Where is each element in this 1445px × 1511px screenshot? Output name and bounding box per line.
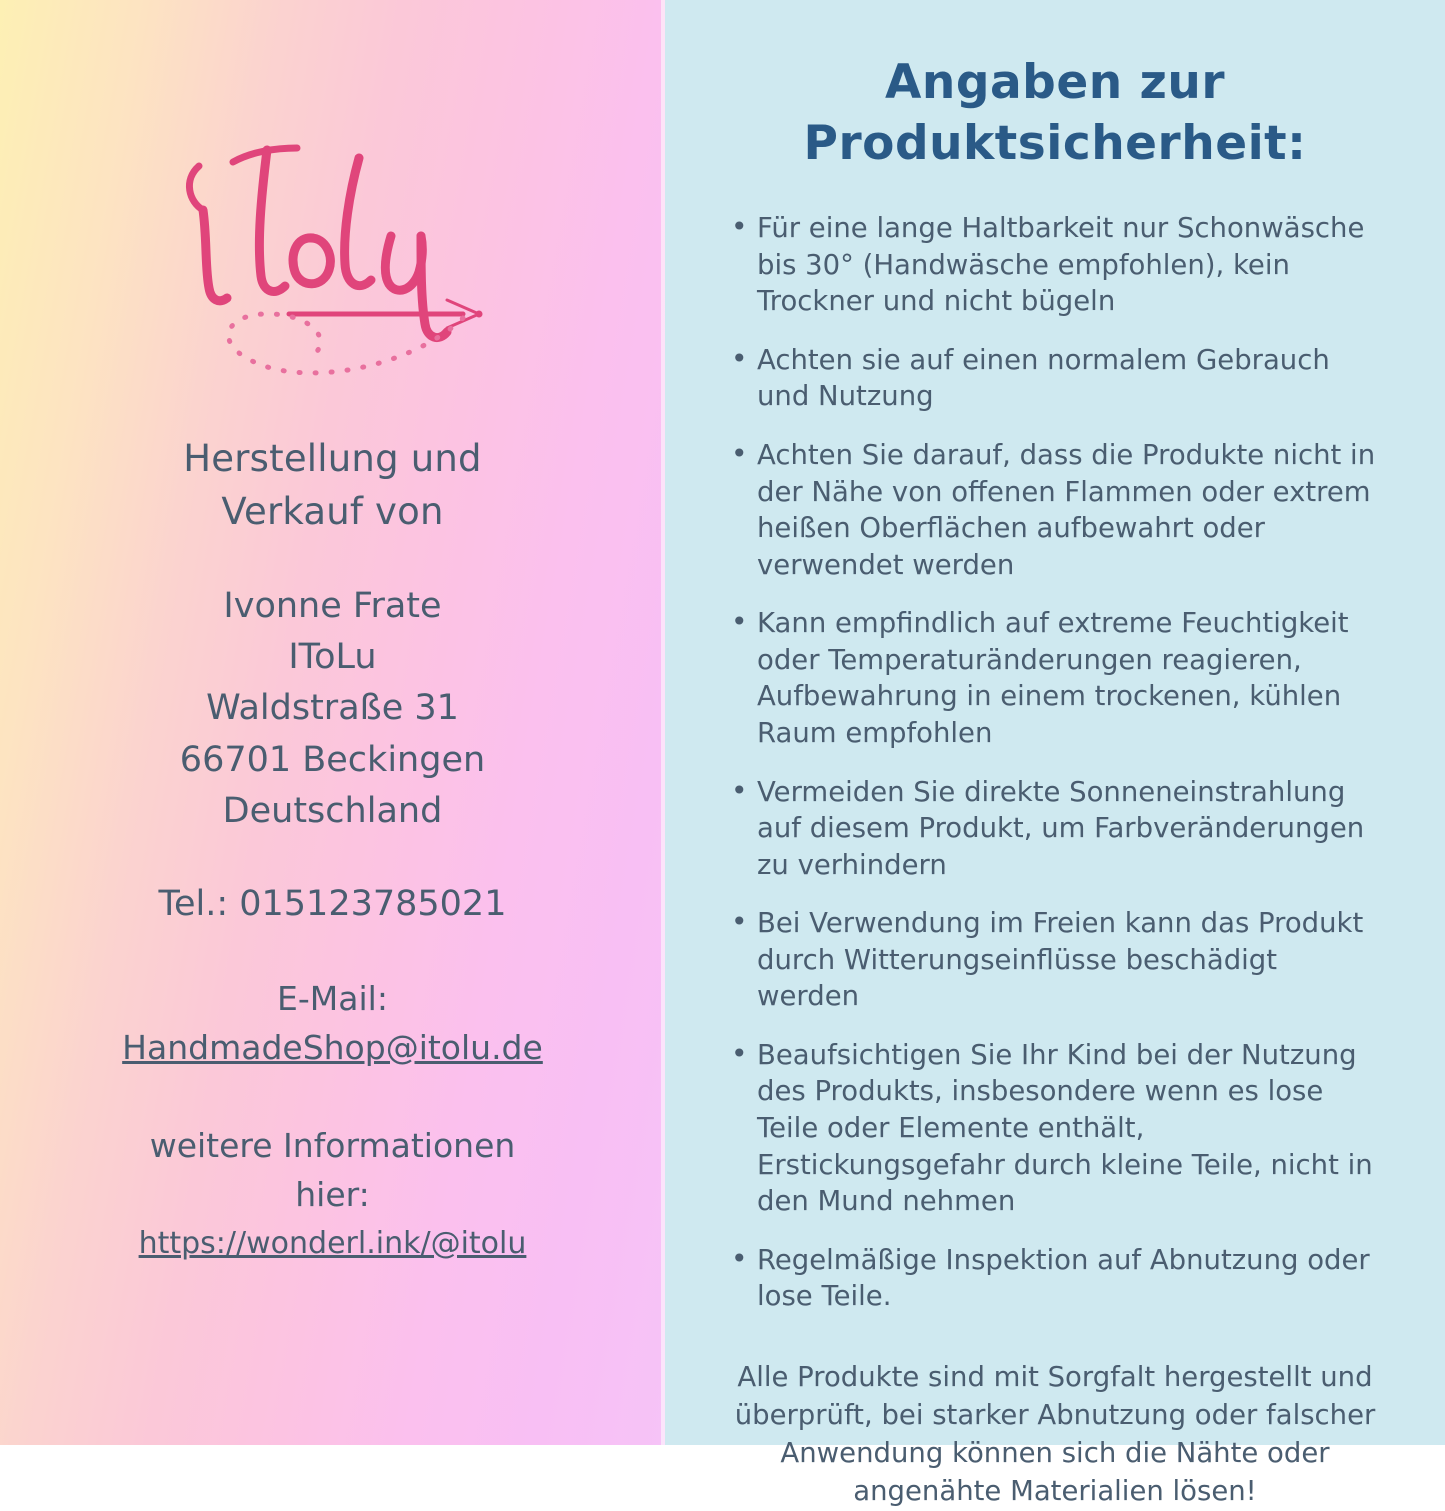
seller-text-block	[122, 432, 543, 1261]
more-info-line-1: weitere Informationen	[149, 1125, 516, 1165]
safety-bullet-list	[727, 210, 1383, 1315]
list-item: • Achten sie auf einen normalem Gebrauch und Nutzung	[727, 342, 1383, 415]
list-item: • Bei Verwendung im Freien kann das Produkt durch Witterungseinflüsse beschädigt werden	[727, 905, 1383, 1015]
made-by-line-1: Herstellung und	[183, 437, 482, 480]
address-line: Waldstraße 31	[206, 688, 459, 729]
safety-title-line-1: Angaben zur	[884, 55, 1226, 110]
list-item: • Regelmäßige Inspektion auf Abnutzung oder lose Teile.	[727, 1242, 1383, 1315]
list-item: • Für eine lange Haltbarkeit nur Schonwäsche bis 30° (Handwäsche empfohlen), kein Trockner und nicht bügeln	[727, 210, 1383, 320]
itolu-logo	[163, 118, 503, 388]
email-link[interactable]: HandmadeShop@itolu.de	[122, 1028, 543, 1068]
seller-address	[122, 581, 543, 838]
list-item: • Vermeiden Sie direkte Sonneneinstrahlung auf diesem Produkt, um Farbveränderungen zu verhindern	[727, 774, 1383, 884]
address-line: Deutschland	[222, 791, 443, 832]
safety-footnote: Alle Produkte sind mit Sorgfalt hergestellt und überprüft, bei starker Abnutzung oder falscher Anwendung können sich die Nähte oder angenähte Materialien lösen!	[734, 1360, 1376, 1507]
safety-title-line-2: Produktsicherheit:	[803, 116, 1307, 172]
list-item: • Beaufsichtigen Sie Ihr Kind bei der Nutzung des Produkts, insbesondere wenn es lose Teile oder Elemente enthält, Erstickungsgefahr durch kleine Teile, nicht in den Mund nehmen	[727, 1037, 1383, 1220]
address-line: 66701 Beckingen	[179, 739, 486, 780]
made-by-line-2: Verkauf von	[221, 490, 444, 534]
address-line: IToLu	[288, 636, 377, 677]
email-label: E-Mail:	[277, 978, 388, 1018]
address-line: Ivonne Frate	[223, 585, 442, 626]
phone-number: Tel.: 015123785021	[158, 883, 507, 924]
more-info-label	[122, 1121, 543, 1220]
list-item: • Achten Sie darauf, dass die Produkte nicht in der Nähe von offenen Flammen oder extrem heißen Oberflächen aufbewahrt oder verwendet werden	[727, 437, 1383, 583]
product-safety-panel	[665, 0, 1445, 1507]
made-by-heading	[122, 432, 543, 539]
list-item: • Kann empfindlich auf extreme Feuchtigkeit oder Temperaturänderungen reagieren, Aufbewahrung in einem trockenen, kühlen Raum empfohlen	[727, 605, 1383, 751]
more-info-line-2: hier:	[295, 1175, 370, 1215]
safety-title	[727, 52, 1383, 174]
more-info-link[interactable]: https://wonderl.ink/@itolu	[138, 1225, 527, 1261]
seller-info-panel	[0, 0, 665, 1445]
